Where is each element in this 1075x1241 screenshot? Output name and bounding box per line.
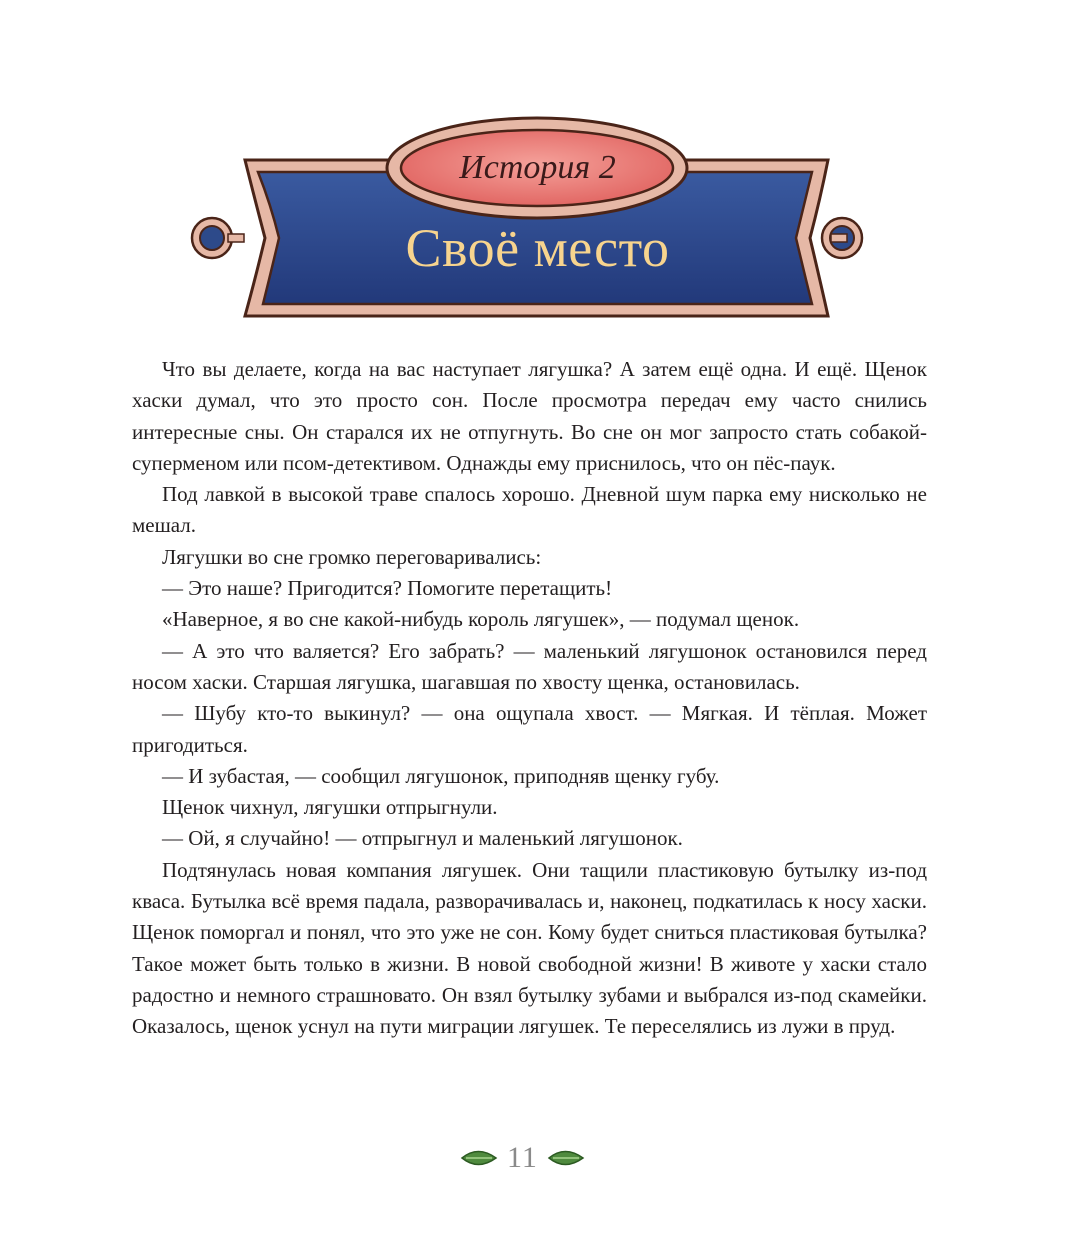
paragraph: Под лавкой в высокой траве спалось хорошо. Дневной шум парка ему нисколько не мешал. bbox=[132, 482, 927, 538]
paragraph: Щенок чихнул, лягушки отпрыгнули. bbox=[162, 795, 498, 820]
leaf-icon bbox=[460, 1147, 498, 1169]
leaf-icon bbox=[547, 1147, 585, 1169]
story-text bbox=[132, 354, 927, 1043]
chapter-subtitle: История 2 bbox=[459, 149, 616, 186]
paragraph: Лягушки во сне громко переговаривались: bbox=[162, 544, 542, 569]
left-ring-ornament bbox=[192, 218, 232, 258]
paragraph: — Это наше? Пригодится? Помогите перетащить! bbox=[162, 576, 613, 601]
paragraph: — Ой, я случайно! — отпрыгнул и маленький лягушонок. bbox=[162, 826, 683, 851]
paragraph: — Шубу кто-то выкинул? — она ощупала хвост. — Мягкая. И тёплая. Может пригодиться. bbox=[132, 701, 927, 757]
paragraph: «Наверное, я во сне какой-нибудь король лягушек», — подумал щенок. bbox=[162, 607, 800, 632]
paragraph: Подтянулась новая компания лягушек. Они тащили пластиковую бутылку из-под кваса. Бутылка всё время падала, разворачивалась и, наконец, подкатилась к носу хаски. Щенок поморгал и понял, что это уже не сон. Кому будет сниться пластиковая бутылка? Такое может быть только в жизни. В новой свободной жизни! В животе у хаски стало радостно и немного страшновато. Он взял бутылку зубами и выбрался из-под скамейки. Оказалось, щенок уснул на пути миграции лягушек. Те переселялись из лужи в пруд. bbox=[132, 857, 927, 1039]
paragraph: Что вы делаете, когда на вас наступает лягушка? А затем ещё одна. И ещё. Щенок хаски думал, что это просто сон. После просмотра передач ему часто снились интересные сны. Он старался их не отпугнуть. Во сне он мог запросто стать собакой-суперменом или псом-детективом. Однажды ему приснилось, что он пёс-паук. bbox=[132, 357, 927, 475]
paragraph: — И зубастая, — сообщил лягушонок, приподняв щенку губу. bbox=[162, 763, 720, 788]
chapter-title: Своё место bbox=[405, 218, 670, 278]
page-footer bbox=[460, 1138, 585, 1178]
page-number: 11 bbox=[507, 1141, 538, 1174]
paragraph: — А это что валяется? Его забрать? — маленький лягушонок остановился перед носом хаски. Старшая лягушка, шагавшая по хвосту щенка, остановилась. bbox=[132, 638, 927, 694]
